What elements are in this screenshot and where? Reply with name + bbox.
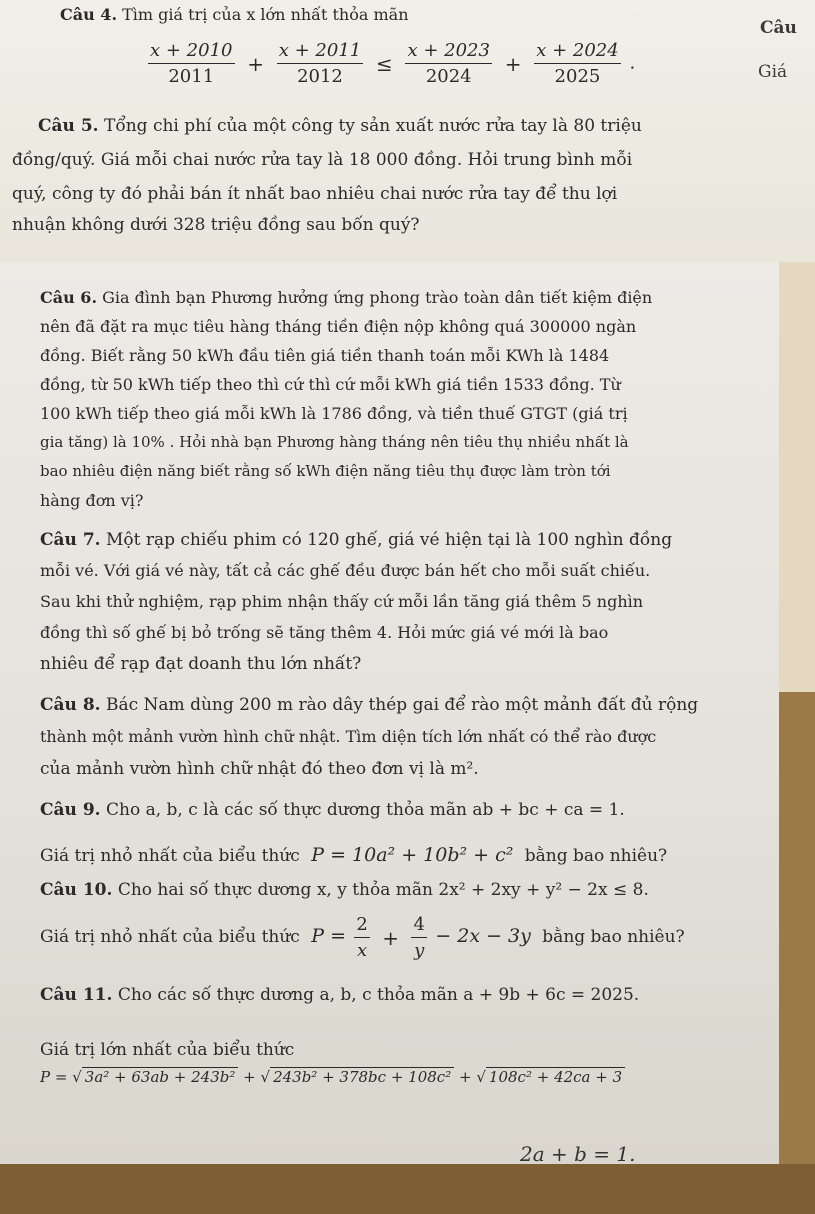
q11-p: P = bbox=[40, 1068, 68, 1086]
question-6-line-5: 100 kWh tiếp theo giá mỗi kWh là 1786 đồng, và tiền thuế GTGT (giá trị bbox=[40, 404, 628, 423]
q11-root-2-sign: √ bbox=[260, 1068, 271, 1086]
question-10-fraction-1 bbox=[354, 914, 369, 961]
question-10-text-1: Cho hai số thực dương x, y thỏa mãn 2x² + 2xy + y² − 2x ≤ 8. bbox=[117, 880, 649, 900]
question-8-label: Câu 8. bbox=[40, 695, 101, 715]
plus-op: + bbox=[247, 51, 264, 76]
question-6-line-2: nên đã đặt ra mục tiêu hàng tháng tiền điện nộp không quá 300000 ngàn bbox=[40, 317, 637, 336]
question-11-text-1: Cho các số thực dương a, b, c thỏa mãn a + 9b + 6c = 2025. bbox=[117, 985, 640, 1005]
question-7-label: Câu 7. bbox=[40, 530, 101, 550]
fraction-1-den: 2011 bbox=[168, 66, 215, 87]
plus-op-2: + bbox=[504, 51, 522, 76]
question-6-line-7: bao nhiêu điện năng biết rằng số kWh điện năng tiêu thụ được làm tròn tới bbox=[40, 462, 611, 480]
desk-background bbox=[0, 1164, 815, 1214]
q11-root-1-sign: √ bbox=[72, 1068, 82, 1086]
question-9-text-3: bằng bao nhiêu? bbox=[524, 846, 668, 866]
question-5-line-2: đồng/quý. Giá mỗi chai nước rửa tay là 18 000 đồng. Hỏi trung bình mỗi bbox=[12, 150, 633, 170]
q10-f1-den: x bbox=[357, 940, 368, 961]
question-11-line-1 bbox=[40, 985, 639, 1005]
question-10-text-3: bằng bao nhiêu? bbox=[542, 927, 685, 947]
question-9-line-2 bbox=[40, 844, 667, 866]
question-6-line-6: gia tăng) là 10% . Hỏi nhà bạn Phương hàng tháng nên tiêu thụ nhiều nhất là bbox=[40, 433, 629, 451]
cutoff-expression: 2a + b = 1. bbox=[520, 1142, 636, 1166]
inequality-end: . bbox=[629, 52, 636, 74]
fraction-4-num: x + 2024 bbox=[534, 40, 621, 64]
fraction-3-num: x + 2023 bbox=[405, 40, 492, 64]
question-5-line-1 bbox=[38, 116, 642, 136]
question-7-text-1: Một rạp chiếu phim có 120 ghế, giá vé hiện tại là 100 nghìn đồng bbox=[105, 530, 673, 550]
question-10-fraction-2 bbox=[411, 914, 426, 961]
question-4-label: Câu 4. bbox=[60, 5, 118, 24]
question-5-text-1: Tổng chi phí của một công ty sản xuất nước rửa tay là 80 triệu bbox=[103, 116, 642, 136]
question-9-line-1 bbox=[40, 800, 625, 820]
question-10-rest: − 2x − 3y bbox=[435, 925, 531, 947]
side-gia: Giá bbox=[758, 62, 788, 82]
question-8-line-1 bbox=[40, 695, 698, 715]
question-7-line-1 bbox=[40, 530, 672, 550]
q11-plus-1: + bbox=[243, 1068, 256, 1086]
side-cau: Câu bbox=[760, 18, 797, 38]
question-8-line-3: của mảnh vườn hình chữ nhật đó theo đơn vị là m². bbox=[40, 759, 479, 779]
fraction-1 bbox=[148, 40, 235, 87]
q11-root-2: 243b² + 378bc + 108c² bbox=[270, 1067, 454, 1086]
question-11-label: Câu 11. bbox=[40, 985, 113, 1005]
question-7-line-5: nhiêu để rạp đạt doanh thu lớn nhất? bbox=[40, 654, 362, 674]
question-11-expression bbox=[40, 1068, 625, 1086]
question-6-text-1: Gia đình bạn Phương hưởng ứng phong trào toàn dân tiết kiệm điện bbox=[102, 288, 653, 307]
q11-root-3: 108c² + 42ca + 3 bbox=[486, 1067, 625, 1086]
q10-f2-num: 4 bbox=[411, 914, 426, 938]
page-edge-dark bbox=[779, 692, 815, 1164]
fraction-3 bbox=[405, 40, 492, 87]
question-5-line-3: quý, công ty đó phải bán ít nhất bao nhiêu chai nước rửa tay để thu lợi bbox=[12, 184, 618, 204]
q11-root-3-sign: √ bbox=[476, 1068, 486, 1086]
question-4-inequality bbox=[145, 40, 635, 87]
q11-root-1: 3a² + 63ab + 243b² bbox=[82, 1067, 239, 1086]
q10-f1-num: 2 bbox=[354, 914, 369, 938]
question-6-line-4: đồng, từ 50 kWh tiếp theo thì cứ thì cứ mỗi kWh giá tiền 1533 đồng. Từ bbox=[40, 375, 621, 394]
question-10-text-2: Giá trị nhỏ nhất của biểu thức bbox=[40, 927, 300, 947]
question-10-label: Câu 10. bbox=[40, 880, 113, 900]
fraction-2-den: 2012 bbox=[297, 66, 343, 87]
question-8-line-2: thành một mảnh vườn hình chữ nhật. Tìm diện tích lớn nhất có thể rào được bbox=[40, 727, 657, 746]
q10-f2-den: y bbox=[414, 940, 425, 961]
question-11-line-2: Giá trị lớn nhất của biểu thức bbox=[40, 1040, 295, 1060]
question-10-line-1 bbox=[40, 880, 649, 900]
question-9-expression: P = 10a² + 10b² + c² bbox=[311, 844, 514, 866]
question-5-label: Câu 5. bbox=[38, 116, 99, 136]
question-6-line-3: đồng. Biết rằng 50 kWh đầu tiên giá tiền thanh toán mỗi KWh là 1484 bbox=[40, 346, 610, 365]
question-10-line-2 bbox=[40, 914, 685, 961]
question-6-line-1 bbox=[40, 288, 652, 307]
q11-plus-2: + bbox=[459, 1068, 472, 1086]
question-4-header bbox=[60, 5, 409, 24]
question-9-text-2: Giá trị nhỏ nhất của biểu thức bbox=[40, 846, 300, 866]
page-edge-light bbox=[779, 262, 815, 692]
question-6-label: Câu 6. bbox=[40, 288, 98, 307]
question-7-line-3: Sau khi thử nghiệm, rạp phim nhận thấy cứ mỗi lần tăng giá thêm 5 nghìn bbox=[40, 592, 644, 611]
fraction-1-num: x + 2010 bbox=[148, 40, 235, 64]
question-9-text-1: Cho a, b, c là các số thực dương thỏa mãn ab + bc + ca = 1. bbox=[105, 800, 625, 820]
fraction-2 bbox=[277, 40, 364, 87]
question-7-line-2: mỗi vé. Với giá vé này, tất cả các ghế đều được bán hết cho mỗi suất chiếu. bbox=[40, 561, 651, 580]
question-4-text: Tìm giá trị của x lớn nhất thỏa mãn bbox=[122, 5, 409, 24]
fraction-3-den: 2024 bbox=[425, 66, 472, 87]
leq-op: ≤ bbox=[375, 51, 393, 76]
fraction-4 bbox=[534, 40, 621, 87]
question-8-text-1: Bác Nam dùng 200 m rào dây thép gai để rào một mảnh đất đủ rộng bbox=[105, 695, 699, 715]
question-10-p: P = bbox=[311, 925, 346, 947]
q10-plus: + bbox=[382, 925, 400, 950]
question-7-line-4: đồng thì số ghế bị bỏ trống sẽ tăng thêm 4. Hỏi mức giá vé mới là bao bbox=[40, 623, 609, 642]
question-6-line-8: hàng đơn vị? bbox=[40, 491, 144, 510]
question-5-line-4: nhuận không dưới 328 triệu đồng sau bốn quý? bbox=[12, 215, 420, 235]
fraction-2-num: x + 2011 bbox=[277, 40, 364, 64]
fraction-4-den: 2025 bbox=[554, 66, 601, 87]
question-9-label: Câu 9. bbox=[40, 800, 101, 820]
